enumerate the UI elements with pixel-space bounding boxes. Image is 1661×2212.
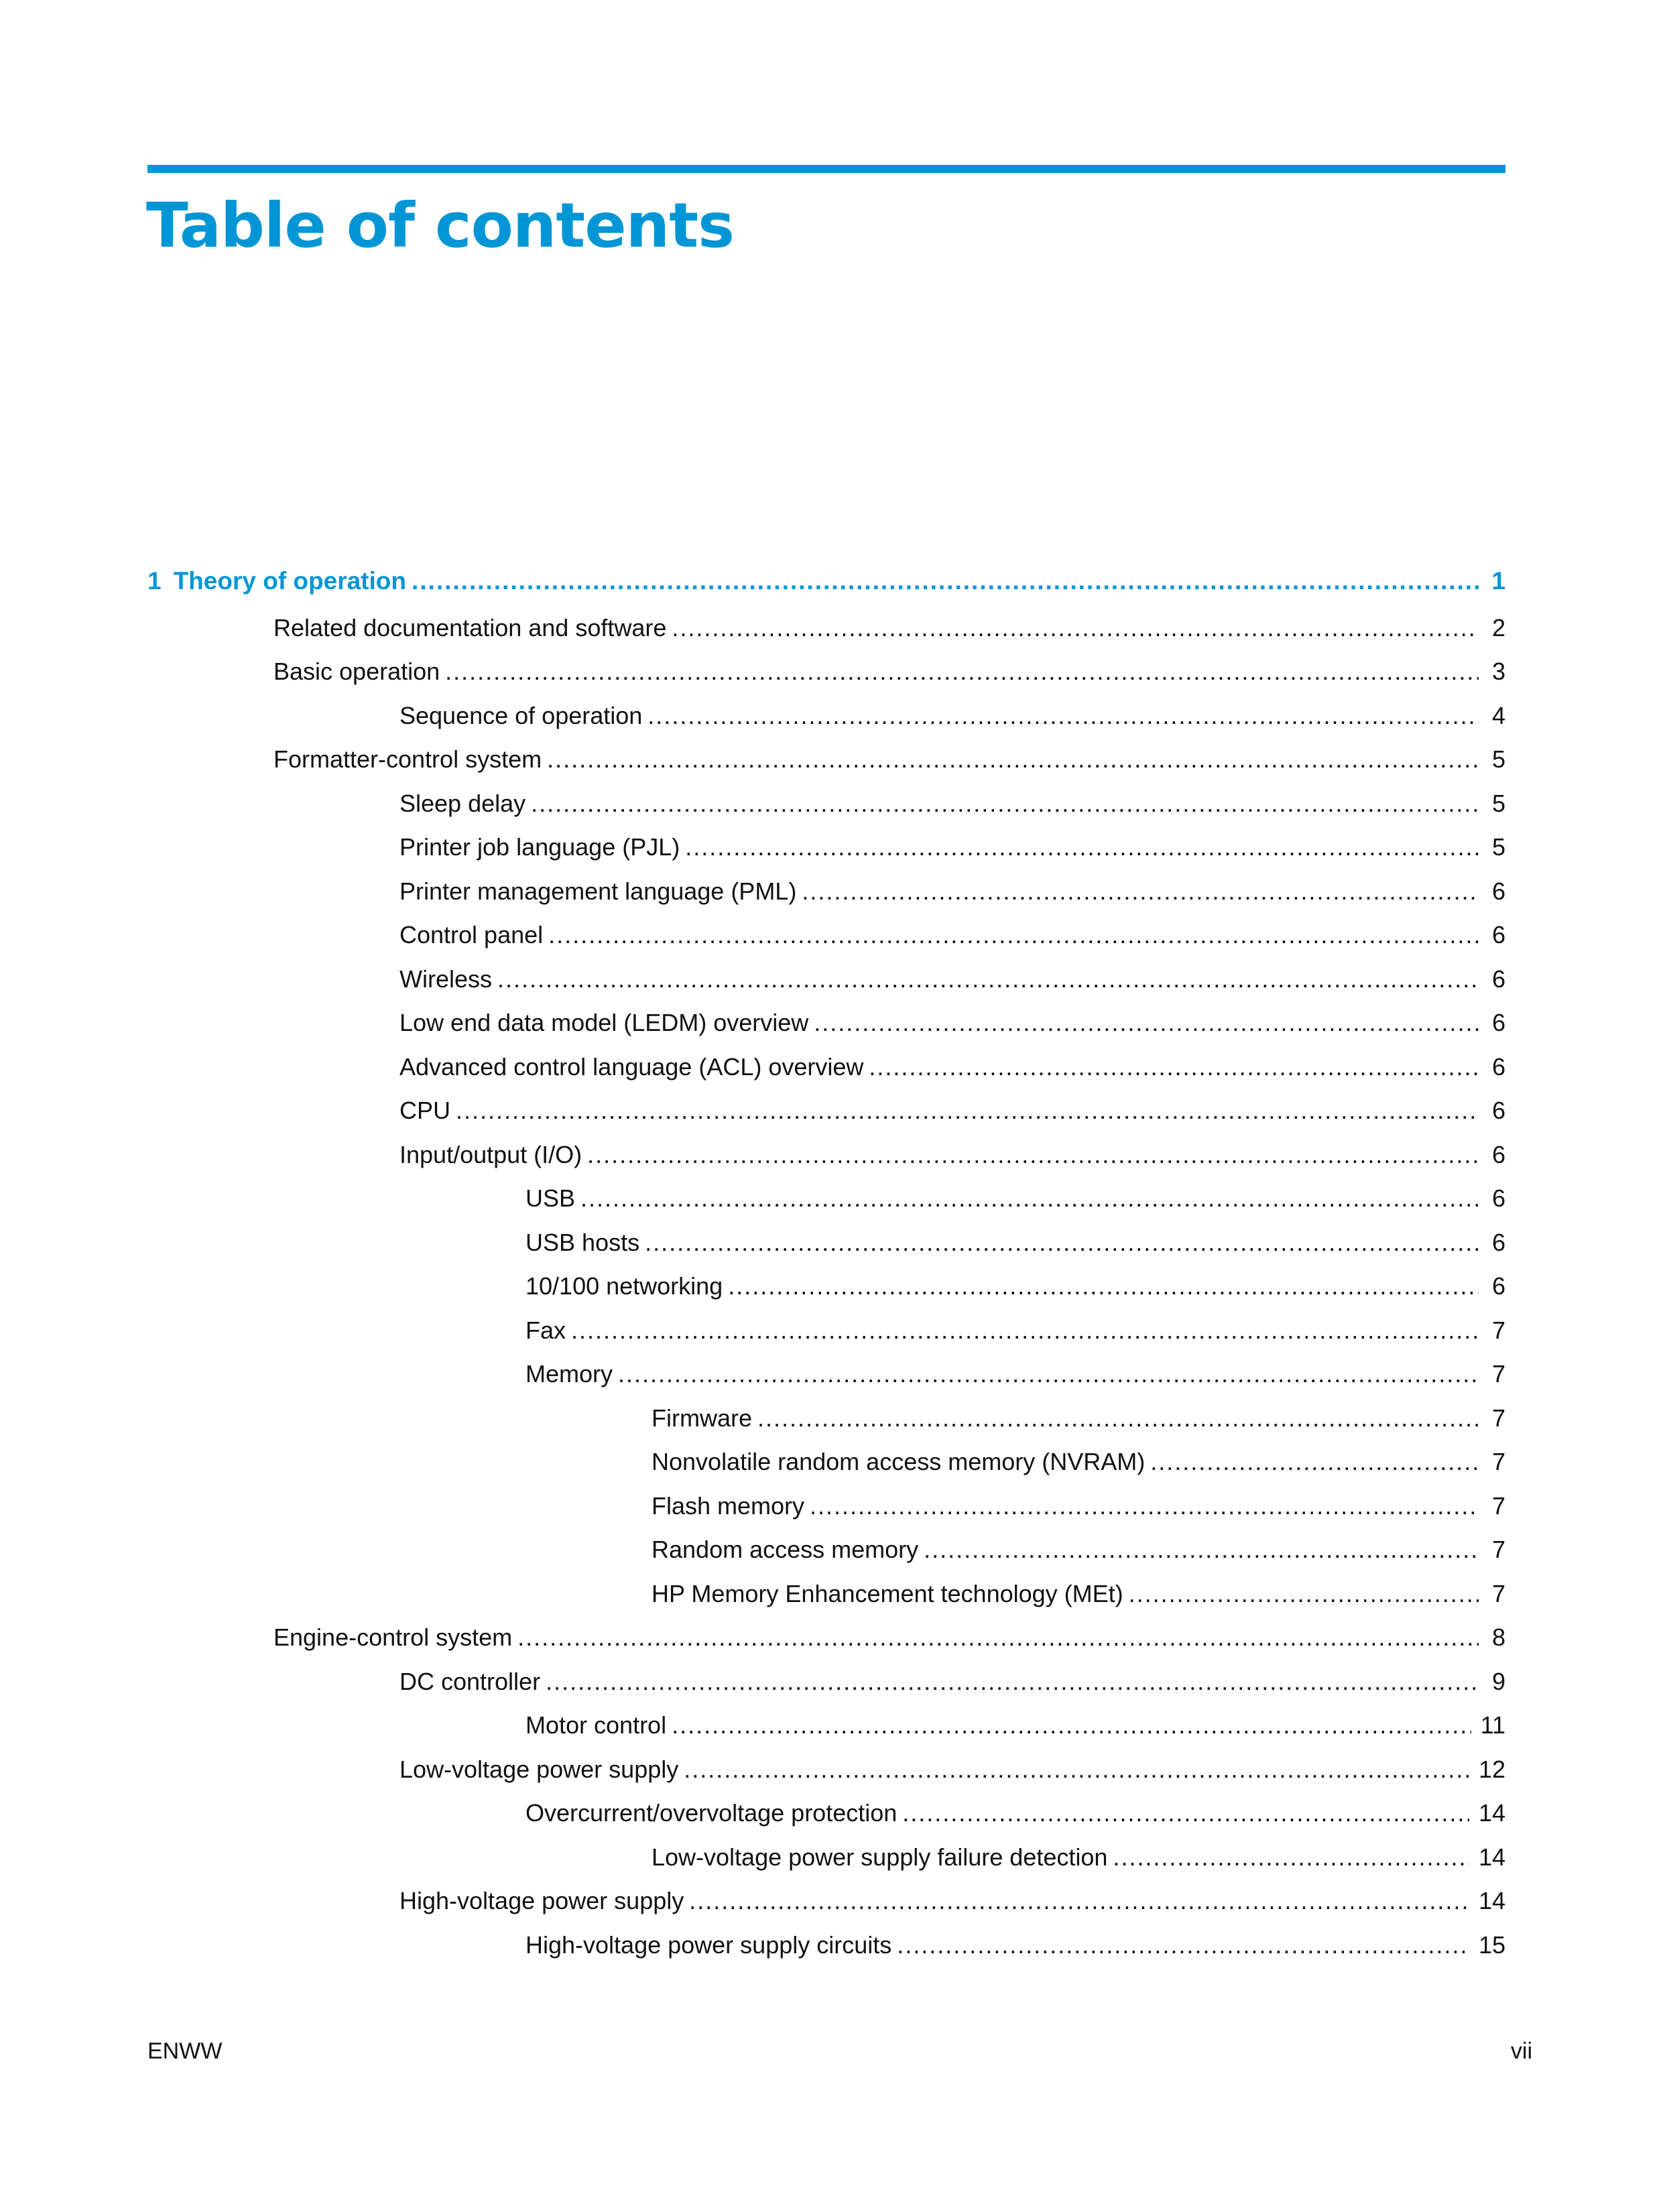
toc-entry[interactable] <box>147 1308 1505 1353</box>
toc-entry[interactable] <box>147 1704 1505 1748</box>
toc-entry[interactable] <box>147 782 1505 826</box>
toc-entry-page: 3 <box>1491 658 1505 686</box>
footer-left-label: ENWW <box>147 2038 223 2064</box>
toc-entry-title: Firmware <box>652 1404 752 1432</box>
toc-entry[interactable] <box>147 869 1505 914</box>
toc-entry-page: 8 <box>1491 1623 1505 1652</box>
toc-entry[interactable] <box>147 1265 1505 1309</box>
table-of-contents <box>147 560 1505 1967</box>
toc-entry-page: 12 <box>1478 1755 1505 1783</box>
toc-entry-title: Formatter-control system <box>273 745 542 774</box>
toc-entry-page: 6 <box>1491 1097 1505 1125</box>
toc-entry-title: USB <box>526 1184 576 1213</box>
toc-leader-dots <box>445 657 1479 686</box>
toc-entry-page: 5 <box>1491 745 1505 774</box>
toc-entry-title: Input/output (I/O) <box>399 1140 582 1168</box>
toc-entry-page: 6 <box>1491 1228 1505 1256</box>
toc-entry-page: 14 <box>1478 1887 1505 1915</box>
toc-entry[interactable] <box>147 1792 1505 1836</box>
toc-leader-dots <box>728 1272 1479 1301</box>
toc-entry-page: 11 <box>1480 1711 1505 1739</box>
toc-leader-dots <box>757 1404 1479 1433</box>
toc-leader-dots <box>571 1316 1479 1345</box>
toc-leader-dots <box>902 1798 1469 1828</box>
toc-entry[interactable] <box>147 1880 1505 1924</box>
toc-leader-dots <box>672 1711 1471 1740</box>
toc-entry-title: CPU <box>399 1097 451 1125</box>
toc-entry[interactable] <box>147 826 1505 870</box>
toc-entry-title: Sequence of operation <box>399 701 643 729</box>
toc-entry-title: Basic operation <box>273 658 440 686</box>
toc-entry[interactable] <box>147 1353 1505 1397</box>
toc-entry-title: Advanced control language (ACL) overview <box>399 1052 864 1081</box>
toc-entry[interactable] <box>147 1747 1505 1792</box>
toc-entry[interactable] <box>147 1923 1505 1967</box>
toc-entry[interactable] <box>147 1177 1505 1221</box>
toc-entry[interactable] <box>147 1484 1505 1528</box>
toc-leader-dots <box>689 1886 1469 1916</box>
toc-chapter-page: 1 <box>1491 567 1505 595</box>
toc-leader-dots <box>546 1667 1479 1697</box>
toc-leader-dots <box>517 1623 1479 1652</box>
toc-leader-dots <box>412 566 1479 596</box>
toc-leader-dots <box>810 1491 1479 1521</box>
toc-entry-page: 6 <box>1491 1272 1505 1300</box>
toc-entry[interactable] <box>147 1089 1505 1133</box>
toc-entry-page: 7 <box>1491 1448 1505 1476</box>
toc-leader-dots <box>547 745 1479 774</box>
toc-leader-dots <box>869 1052 1479 1082</box>
toc-entry-page: 14 <box>1478 1799 1505 1827</box>
page-title: Table of contents <box>146 190 734 261</box>
toc-entry-page: 5 <box>1491 789 1505 817</box>
toc-entry-page: 14 <box>1478 1843 1505 1871</box>
toc-entry[interactable] <box>147 650 1505 694</box>
toc-leader-dots <box>531 789 1479 818</box>
toc-entry[interactable] <box>147 1835 1505 1880</box>
toc-leader-dots <box>924 1535 1479 1564</box>
toc-entry-page: 6 <box>1491 1009 1505 1037</box>
toc-entry-title: Memory <box>526 1360 613 1388</box>
toc-entry-page: 4 <box>1491 701 1505 729</box>
toc-chapter-title-group <box>147 566 412 596</box>
toc-entry-title: Flash memory <box>652 1491 805 1520</box>
toc-entry-title: Low end data model (LEDM) overview <box>399 1009 809 1037</box>
toc-entry[interactable] <box>147 1660 1505 1704</box>
toc-chapter-entry[interactable] <box>147 560 1505 602</box>
toc-entry[interactable] <box>147 738 1505 782</box>
toc-entry-page: 7 <box>1491 1360 1505 1388</box>
toc-leader-dots <box>1150 1447 1479 1477</box>
toc-entry-title: Control panel <box>399 921 544 949</box>
toc-leader-dots <box>645 1228 1479 1257</box>
toc-chapter-title: Theory of operation <box>173 567 406 595</box>
toc-entry[interactable] <box>147 606 1505 650</box>
toc-leader-dots <box>685 833 1479 862</box>
toc-entry-page: 7 <box>1491 1579 1505 1607</box>
toc-entry[interactable] <box>147 1045 1505 1089</box>
toc-entry-title: 10/100 networking <box>526 1272 723 1300</box>
toc-entry-page: 6 <box>1491 1184 1505 1213</box>
toc-leader-dots <box>684 1755 1469 1784</box>
toc-entry-title: High-voltage power supply circuits <box>526 1930 892 1959</box>
toc-entry-page: 7 <box>1491 1536 1505 1564</box>
toc-leader-dots <box>548 920 1479 950</box>
toc-leader-dots <box>580 1184 1479 1213</box>
toc-entry-title: Overcurrent/overvoltage protection <box>526 1799 898 1827</box>
toc-entry-title: Sleep delay <box>399 789 526 817</box>
toc-entry-page: 7 <box>1491 1316 1505 1344</box>
toc-entry-title: Related documentation and software <box>273 613 667 641</box>
toc-entry[interactable] <box>147 1572 1505 1616</box>
toc-entry-title: HP Memory Enhancement technology (MEt) <box>652 1579 1123 1607</box>
toc-entry-page: 6 <box>1491 965 1505 993</box>
toc-entry-title: USB hosts <box>526 1228 640 1256</box>
toc-entry-title: Engine-control system <box>273 1623 513 1652</box>
toc-entry-title: Low-voltage power supply failure detection <box>652 1843 1108 1871</box>
toc-entries <box>147 606 1505 1967</box>
toc-entry-title: Nonvolatile random access memory (NVRAM) <box>652 1448 1146 1476</box>
toc-entry[interactable] <box>147 1396 1505 1440</box>
toc-entry[interactable] <box>147 1133 1505 1177</box>
toc-entry[interactable] <box>147 1001 1505 1046</box>
toc-leader-dots <box>1129 1579 1479 1609</box>
toc-entry-page: 6 <box>1491 1140 1505 1168</box>
toc-entry-title: Motor control <box>526 1711 667 1739</box>
toc-entry[interactable] <box>147 1221 1505 1265</box>
toc-entry-page: 7 <box>1491 1491 1505 1520</box>
toc-leader-dots <box>814 1008 1479 1038</box>
toc-entry-title: Wireless <box>399 965 493 993</box>
toc-leader-dots <box>897 1930 1469 1960</box>
toc-leader-dots <box>456 1096 1479 1125</box>
toc-chapter-number: 1 <box>147 567 162 595</box>
toc-entry-page: 2 <box>1491 613 1505 641</box>
toc-leader-dots <box>497 965 1479 994</box>
toc-entry-title: High-voltage power supply <box>399 1887 684 1915</box>
toc-leader-dots <box>802 877 1479 906</box>
toc-entry-title: Low-voltage power supply <box>399 1755 679 1783</box>
toc-entry[interactable] <box>147 1440 1505 1485</box>
toc-entry[interactable] <box>147 914 1505 958</box>
toc-entry[interactable] <box>147 694 1505 738</box>
toc-entry-page: 9 <box>1491 1667 1505 1695</box>
toc-leader-dots <box>672 613 1479 643</box>
toc-entry-page: 7 <box>1491 1404 1505 1432</box>
footer-page-number: vii <box>1510 2038 1532 2064</box>
toc-leader-dots <box>587 1140 1479 1170</box>
toc-entry-page: 15 <box>1478 1930 1505 1959</box>
toc-entry-page: 5 <box>1491 833 1505 861</box>
toc-leader-dots <box>1113 1843 1469 1872</box>
toc-leader-dots <box>648 701 1479 731</box>
toc-entry-title: DC controller <box>399 1667 541 1695</box>
toc-entry-page: 6 <box>1491 877 1505 905</box>
toc-entry-title: Printer job language (PJL) <box>399 833 680 861</box>
toc-entry[interactable] <box>147 1616 1505 1660</box>
toc-entry-title: Random access memory <box>652 1536 919 1564</box>
toc-entry-page: 6 <box>1491 921 1505 949</box>
title-rule <box>147 165 1505 173</box>
toc-entry-title: Printer management language (PML) <box>399 877 797 905</box>
toc-entry[interactable] <box>147 957 1505 1001</box>
toc-entry-page: 6 <box>1491 1052 1505 1081</box>
toc-entry[interactable] <box>147 1528 1505 1573</box>
toc-entry-title: Fax <box>526 1316 566 1344</box>
toc-leader-dots <box>618 1359 1479 1389</box>
